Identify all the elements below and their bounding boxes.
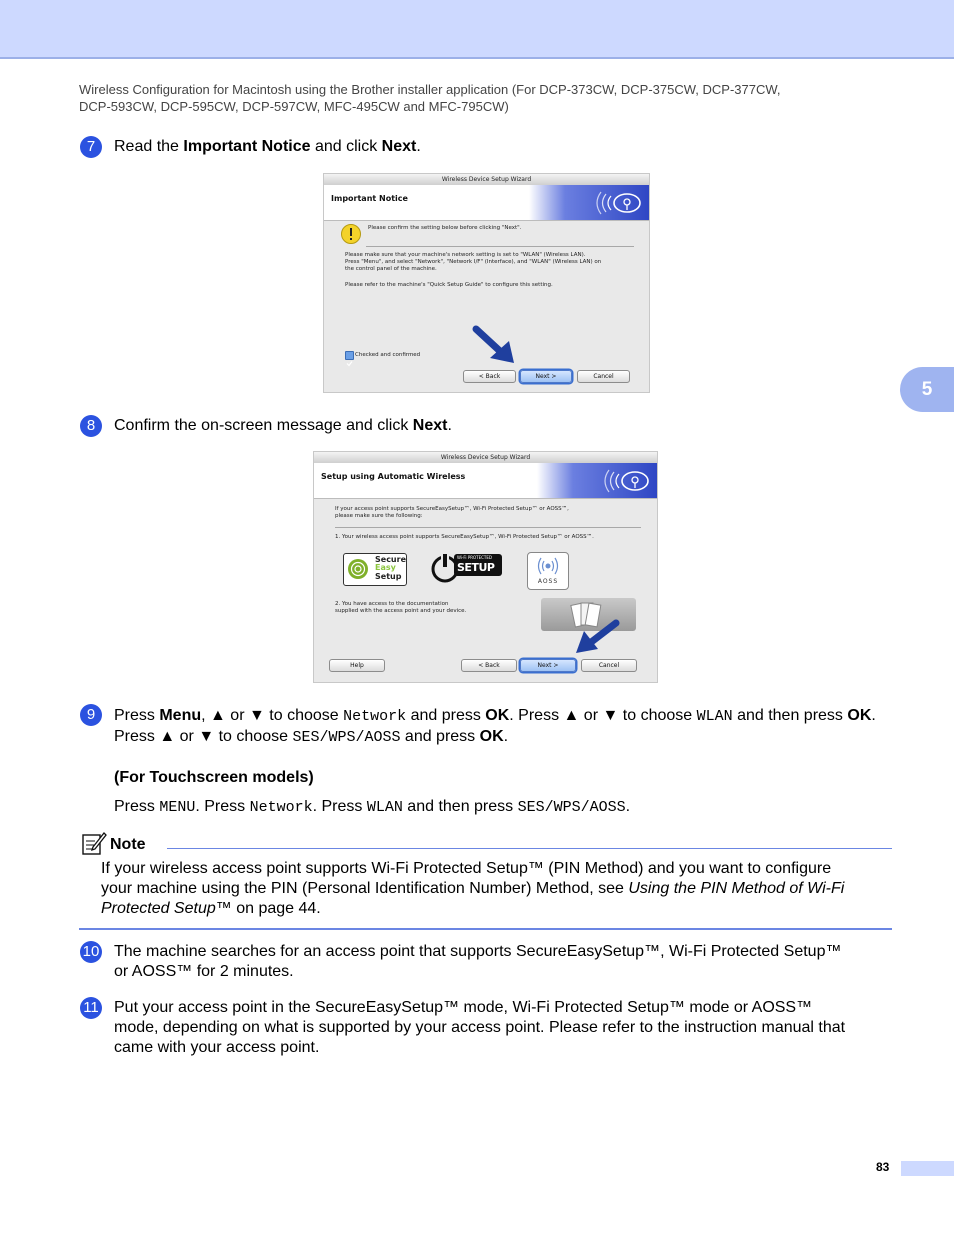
pointer-arrow-icon [472,325,518,365]
step-8-number: 8 [80,415,102,437]
note-bottom-rule [79,928,892,930]
help-button[interactable]: Help [329,659,385,672]
step-8-text: Confirm the on-screen message and click Next. [114,417,452,434]
step-10-text: The machine searches for an access point that supports SecureEasySetup™, Wi-Fi Protected Setup™ or AOSS™ for 2 minutes. [114,943,842,980]
wifi-protected-setup-logo [430,552,504,584]
aoss-logo: AOSS [527,552,569,590]
aoss-wave-icon [537,556,559,576]
step-11-number: 11 [80,997,102,1019]
next-button[interactable]: Next > [520,659,576,672]
step-9-line-2: Press ▲ or ▼ to choose SES/WPS/AOSS and press OK. [114,728,509,746]
back-button[interactable]: < Back [461,659,517,672]
dialog-header [324,185,649,221]
step-7-text: Read the Important Notice and click Next. [114,138,421,155]
divider [335,527,641,528]
cancel-button[interactable]: Cancel [581,659,637,672]
confirm-checkbox[interactable] [345,351,354,360]
wireless-logo-banner [529,185,649,220]
wireless-logo-icon [603,467,651,495]
step-9-number: 9 [80,704,102,726]
note-pencil-icon [81,830,107,856]
touchscreen-instructions: Press MENU. Press Network. Press WLAN and then press SES/WPS/AOSS. [114,798,631,816]
ses-swirl-icon [347,558,369,580]
checkmark-icon [346,360,353,367]
page-number: 83 [876,1160,890,1174]
step-9-line-1: Press Menu, ▲ or ▼ to choose Network and press OK. Press ▲ or ▼ to choose WLAN and then press OK. [114,707,876,725]
wireless-logo-banner [537,463,657,498]
pointer-arrow-icon [572,619,620,655]
divider [366,246,634,247]
step-10-number: 10 [80,941,102,963]
back-button[interactable]: < Back [463,370,516,383]
dialog-window-title: Wireless Device Setup Wizard [324,174,649,185]
note-title: Note [110,836,146,853]
chapter-tab: 5 [900,367,954,412]
running-header: Wireless Configuration for Macintosh using the Brother installer application (For DCP-373CW, DCP-375CW, DCP-377CW, DCP-593CW, DCP-595CW, DCP-597CW, MFC-495CW and MFC-795CW) [79,82,781,114]
cancel-button[interactable]: Cancel [577,370,630,383]
dialog-heading: Important Notice [331,194,408,203]
wireless-logo-icon [595,189,643,217]
important-notice-dialog: Wireless Device Setup Wizard Important Notice Please confirm the setting below before clicking "Next". Please make sure that your machine's network setting is set to "WLAN" (Wireless LAN). Press "Menu", and select "Network", "Network I/F" (Interface), and "WLAN" (Wireless LAN) on the control panel of the machine. Please refer to the machine's "Quick Setup Guide" to configure this setting. Checked and confirmed < Back Next > Cancel [323,173,650,393]
step-7-number: 7 [80,136,102,158]
touchscreen-heading: (For Touchscreen models) [114,769,314,786]
wps-label-box: Wi-Fi PROTECTED SETUP [454,554,502,576]
dialog-heading: Setup using Automatic Wireless [321,472,466,481]
secureeasysetup-logo: Secure Easy Setup [343,553,407,586]
warning-icon [341,224,361,244]
automatic-wireless-dialog: Wireless Device Setup Wizard Setup using Automatic Wireless If your access point supports SecureEasySetup™, Wi-Fi Protected Setup™ or AOSS™, please make sure the following: 1. Your wireless access point supports SecureEasySetup™, Wi-Fi Protected Setup™ or AOSS™. Secure Easy Setup Wi-Fi PROTECTED SETUP AOSS 2. You have access to the documentation supplied with the access point and your device. Help < Back Next > Cancel [313,451,658,683]
dialog-header [314,463,657,499]
step-9-text [114,706,904,748]
step-11-text: Put your access point in the SecureEasySetup™ mode, Wi-Fi Protected Setup™ mode or AOSS™ mode, depending on what is supported by your access point. Please refer to the instruction manual that came with your access point. [114,999,846,1056]
top-color-band [0,0,954,59]
note-rule [167,848,892,849]
confirm-checkbox-label: Checked and confirmed [355,352,421,358]
next-button[interactable]: Next > [520,370,572,383]
page-footer-bar [901,1161,954,1176]
dialog-window-title: Wireless Device Setup Wizard [314,452,657,463]
note-text: If your wireless access point supports Wi-Fi Protected Setup™ (PIN Method) and you want to configure your machine using the PIN (Personal Identification Number) Method, see Using the PIN Method of Wi-Fi Protected Setup™ on page 44. [101,860,845,917]
